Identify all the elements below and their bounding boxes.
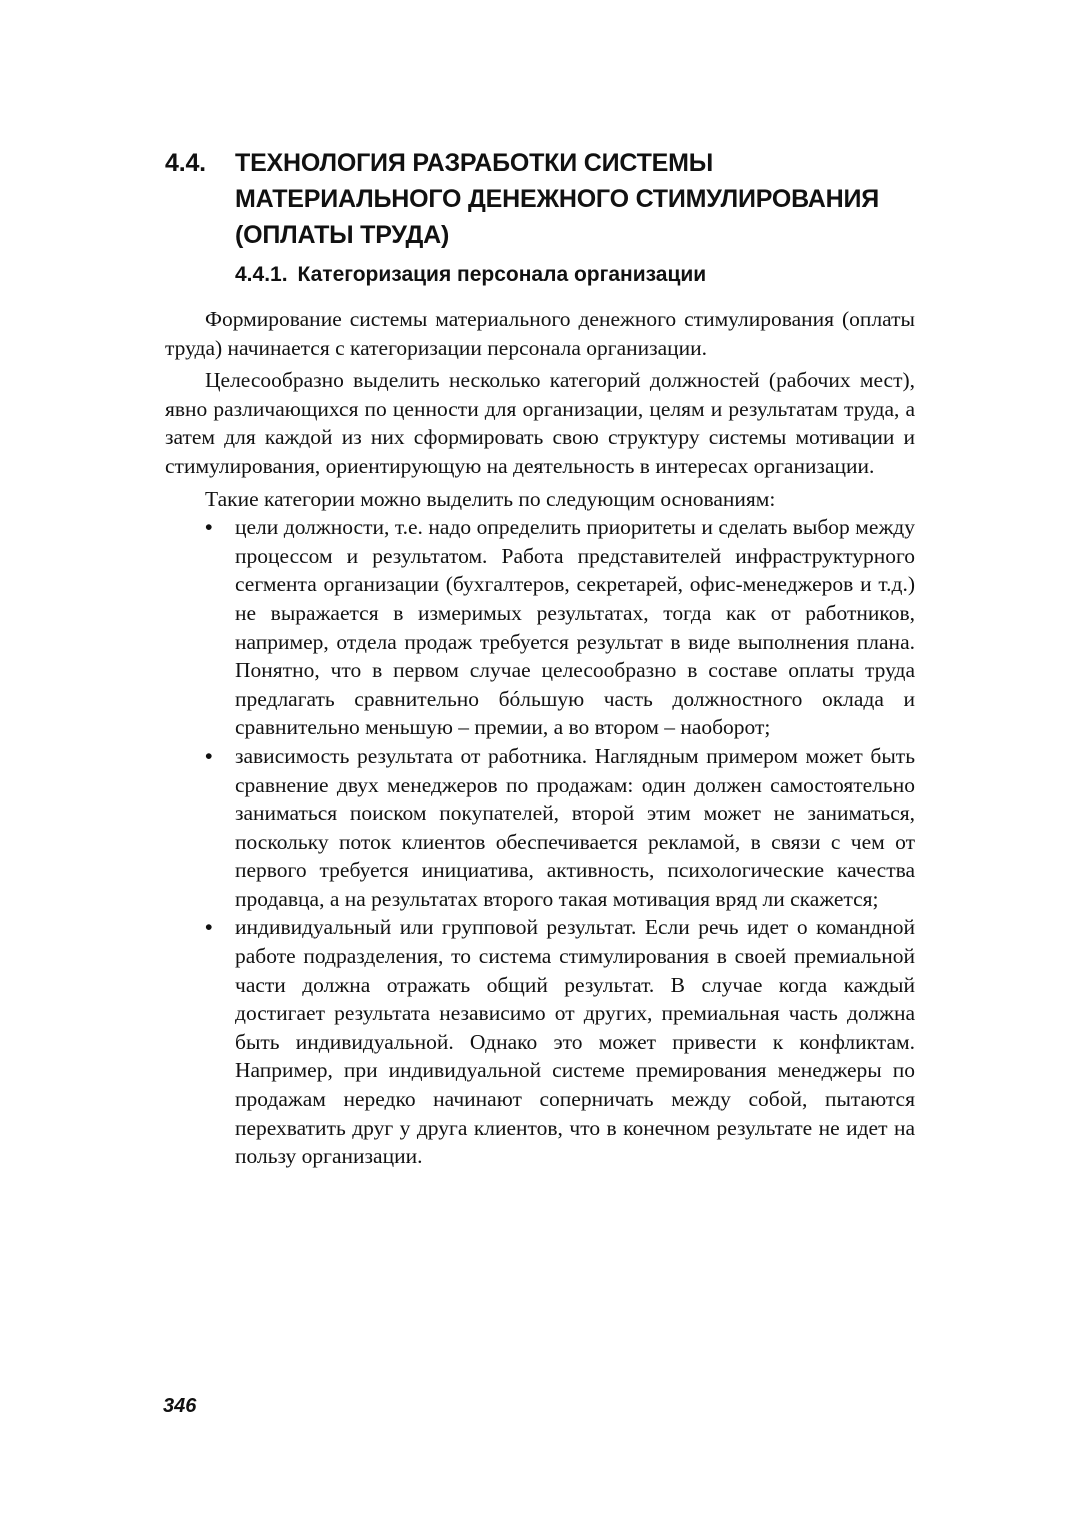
chapter-heading bbox=[165, 145, 925, 253]
page-number: 346 bbox=[163, 1395, 197, 1417]
section-number: 4.4.1. bbox=[235, 263, 288, 286]
chapter-title-line: ТЕХНОЛОГИЯ РАЗРАБОТКИ СИСТЕМЫ bbox=[235, 149, 714, 177]
bullet-list bbox=[165, 513, 915, 1171]
list-item-text: зависимость результата от работника. Наглядным примером может быть сравнение двух менеджеров по продажам: один должен самостоятельно заниматься поиском покупателей, второй этим может не заниматься, поскольку поток клиентов обеспечивается рекламой, в связи с чем от первого требуется инициатива, активность, психологические качества продавца, а на результатах второго такая мотивация вряд ли скажется; bbox=[235, 743, 915, 911]
bullet-marker: • bbox=[205, 515, 213, 540]
body-text bbox=[165, 305, 915, 1171]
paragraph: Такие категории можно выделить по следующим основаниям: bbox=[205, 486, 776, 511]
chapter-title-line: МАТЕРИАЛЬНОГО ДЕНЕЖНОГО СТИМУЛИРОВАНИЯ bbox=[235, 185, 880, 213]
list-item-text: цели должности, т.е. надо определить приоритеты и сделать выбор между процессом и результатом. Работа представителей инфраструктурного сегмента организации (бухгалтеров, секретарей, офис-менеджеров и т.д.) не выражается в измеримых результатах, тогда как от работников, например, отдела продаж требуется результат в виде выполнения плана. Понятно, что в первом случае целесообразно в составе оплаты труда предлагать сравнительно бóльшую часть должностного оклада и сравнительно меньшую – премии, а во втором – наоборот; bbox=[235, 515, 915, 740]
list-item-text: индивидуальный или групповой результат. Если речь идет о командной работе подразделения, то система стимулирования в своей премиальной части должна отражать общий результат. В случае когда каждый достигает результата независимо от других, премиальная часть должна быть индивидуальной. Однако это может привести к конфликтам. Например, при индивидуальной системе премирования менеджеры по продажам нередко начинают соперничать между собой, пытаются перехватить друг у друга клиентов, что в конечном результате не идет на пользу организации. bbox=[235, 915, 915, 1169]
chapter-title-line: (ОПЛАТЫ ТРУДА) bbox=[235, 221, 450, 249]
paragraph: Формирование системы материального денежного стимулирования (оплаты труда) начинается с категоризации персонала организации. bbox=[165, 307, 915, 360]
paragraph: Целесообразно выделить несколько категорий должностей (рабочих мест), явно различающихся по ценности для организации, целям и результатам труда, а затем для каждой из них сформировать свою структуру системы мотивации и стимулирования, ориентирующую на деятельность в интересах организации. bbox=[165, 368, 915, 478]
list-item bbox=[165, 742, 915, 914]
bullet-marker: • bbox=[205, 743, 213, 768]
section-heading bbox=[235, 260, 935, 290]
section-title: Категоризация персонала организации bbox=[297, 263, 707, 286]
bullet-marker: • bbox=[205, 915, 213, 940]
chapter-title bbox=[235, 145, 879, 253]
list-item bbox=[165, 513, 915, 742]
list-item bbox=[165, 913, 915, 1170]
chapter-number: 4.4. bbox=[165, 149, 206, 177]
